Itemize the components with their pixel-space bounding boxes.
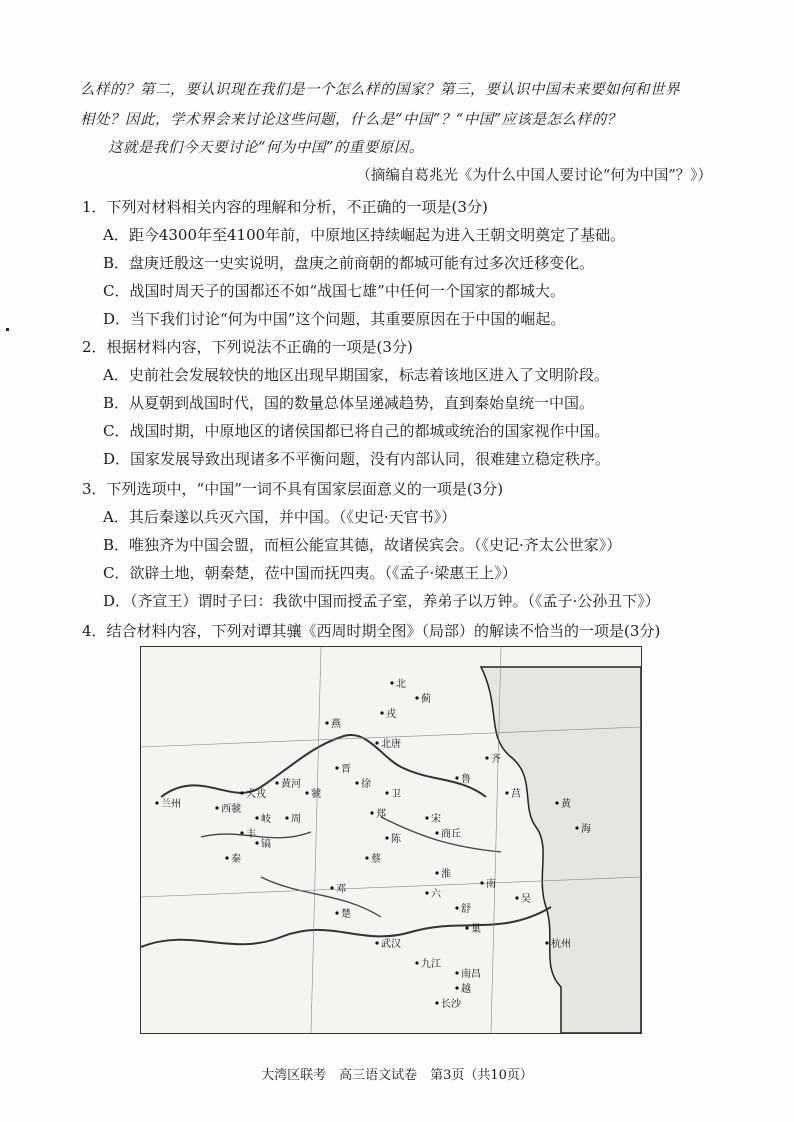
map-city-dot (415, 696, 418, 699)
map-city-dot (485, 756, 488, 759)
map-city-dot (305, 791, 308, 794)
map-label: 黄 (561, 799, 571, 810)
map-label: 虢 (311, 789, 321, 800)
map-city-dot (375, 941, 378, 944)
map-label: 莒 (511, 789, 521, 800)
western-zhou-map (140, 646, 642, 1034)
map-city-dot (335, 911, 338, 914)
map-label: 楚 (341, 909, 351, 920)
map-label: 北 (396, 679, 406, 690)
han-river-line (261, 877, 381, 917)
map-label: 卫 (391, 789, 401, 800)
map-city-dot (505, 791, 508, 794)
map-city-dot (435, 871, 438, 874)
question-4-stem: 4．结合材料内容，下列对谭其骧《西周时期全图》（局部）的解读不恰当的一项是(3分) (82, 622, 661, 640)
map-label: 淮 (441, 869, 451, 880)
map-city-dot (375, 741, 378, 744)
map-city-dot (330, 886, 333, 889)
map-label: 九江 (421, 959, 441, 970)
source-citation: （摘编自葛兆光《为什么中国人要讨论“何为中国”？》） (356, 168, 712, 184)
map-label: 南 (486, 879, 496, 890)
sea-area (481, 667, 641, 1033)
intro-line-3: 这就是我们今天要讨论“何为中国”的重要原因。 (108, 140, 424, 156)
map-city-dot (240, 831, 243, 834)
map-label: 海 (581, 824, 591, 835)
question-2-option-a: A．史前社会发展较快的地区出现早期国家，标志着该地区进入了文明阶段。 (103, 366, 609, 384)
map-city-dot (365, 856, 368, 859)
map-label: 鲁 (461, 774, 471, 785)
question-3-option-a: A．其后秦遂以兵灭六国，并中国。（《史记·天官书》） (103, 508, 457, 526)
map-label: 郑 (376, 809, 386, 820)
map-city-dot (275, 781, 278, 784)
map-city-dot (555, 801, 558, 804)
question-2-option-c: C．战国时期，中原地区的诸侯国都已将自己的都城或统治的国家视作中国。 (103, 422, 610, 440)
question-2-option-b: B．从夏朝到战国时代，国的数量总体呈递减趋势，直到秦始皇统一中国。 (103, 394, 595, 412)
map-city-dot (515, 896, 518, 899)
map-city-dot (370, 811, 373, 814)
map-label: 西虢 (221, 804, 241, 815)
map-city-dot (465, 926, 468, 929)
map-city-dot (215, 806, 218, 809)
map-city-dot (385, 791, 388, 794)
map-label: 蔡 (371, 854, 381, 865)
scan-mark (6, 328, 9, 331)
map-city-dot (425, 816, 428, 819)
page-footer: 大湾区联考 高三语文试卷 第3页（共10页） (261, 1068, 533, 1083)
map-label: 商丘 (441, 829, 461, 840)
question-3-stem: 3．下列选项中，“中国”一词不具有国家层面意义的一项是(3分) (82, 480, 504, 498)
question-1-option-b: B．盘庚迁殷这一史实说明，盘庚之前商朝的都城可能有过多次迁移变化。 (103, 254, 595, 272)
map-label: 徐 (361, 779, 371, 790)
map-label: 秦 (231, 854, 241, 865)
map-label: 岐 (261, 814, 271, 825)
question-2-stem: 2．根据材料内容，下列说法不正确的一项是(3分) (82, 338, 413, 356)
question-2-option-d: D．国家发展导致出现诸多不平衡问题，没有内部认同，很难建立稳定秩序。 (103, 450, 611, 468)
map-city-dot (385, 836, 388, 839)
map-city-dot (480, 881, 483, 884)
map-city-dot (435, 1001, 438, 1004)
map-label: 杭州 (551, 939, 571, 950)
map-city-dot (390, 681, 393, 684)
question-3-option-d: D．（齐宣王）谓时子曰：我欲中国而授孟子室，养弟子以万钟。（《孟子·公孙丑下》） (103, 592, 660, 610)
map-city-dot (435, 831, 438, 834)
map-city-dot (225, 856, 228, 859)
wei-river-line (201, 832, 311, 838)
map-city-dot (415, 961, 418, 964)
question-1-option-a: A．距今4300年至4100年前，中原地区持续崛起为进入王朝文明奠定了基础。 (103, 226, 626, 244)
map-city-dot (455, 986, 458, 989)
intro-line-2: 相处？因此，学术界会来讨论这些问题，什么是“中国”？“中国”应该是怎么样的？ (80, 112, 622, 128)
intro-line-1: 么样的？第二，要认识现在我们是一个怎么样的国家？第三，要认识中国未来要如何和世界 (80, 82, 680, 98)
grid-line (311, 647, 321, 1033)
map-label: 吴 (521, 894, 531, 905)
map-label: 黄河 (281, 779, 301, 790)
map-label: 宋 (431, 814, 441, 825)
map-city-dot (455, 906, 458, 909)
map-label: 舒 (461, 904, 471, 915)
map-city-dot (455, 776, 458, 779)
map-label: 南昌 (461, 969, 481, 980)
map-label: 长沙 (441, 999, 461, 1010)
map-label: 燕 (331, 719, 341, 730)
map-city-dot (155, 801, 158, 804)
question-3-option-b: B．唯独齐为中国会盟，而桓公能宣其德，故诸侯宾会。（《史记·齐太公世家》） (103, 536, 622, 554)
map-label: 镐 (261, 839, 271, 850)
map-label: 邓 (336, 884, 346, 895)
map-label: 晋 (341, 764, 351, 775)
question-3-option-c: C．欲辟土地，朝秦楚，莅中国而抚四夷。（《孟子·梁惠王上》） (103, 564, 517, 582)
map-city-dot (335, 766, 338, 769)
map-label: 兰州 (161, 799, 181, 810)
map-city-dot (325, 721, 328, 724)
map-label: 巢 (471, 924, 481, 935)
map-label: 犬戎 (246, 789, 266, 800)
map-label: 六 (431, 889, 441, 900)
map-label: 陈 (391, 834, 401, 845)
map-label: 武汉 (381, 939, 401, 950)
map-city-dot (255, 816, 258, 819)
map-city-dot (455, 971, 458, 974)
map-city-dot (355, 781, 358, 784)
map-label: 戎 (386, 709, 396, 720)
map-city-dot (240, 791, 243, 794)
question-1-stem: 1．下列对材料相关内容的理解和分析，不正确的一项是(3分) (82, 198, 488, 216)
map-label: 丰 (246, 829, 256, 840)
map-label: 齐 (491, 754, 501, 765)
map-label: 蓟 (421, 694, 431, 705)
map-city-dot (425, 891, 428, 894)
question-1-option-d: D．当下我们讨论“何为中国”这个问题，其重要原因在于中国的崛起。 (103, 310, 566, 328)
map-label: 周 (291, 814, 301, 825)
map-label: 北唐 (381, 739, 401, 750)
map-drawing (141, 647, 641, 1033)
map-city-dot (380, 711, 383, 714)
map-city-dot (285, 816, 288, 819)
map-city-dot (255, 841, 258, 844)
map-label: 越 (461, 984, 471, 995)
map-city-dot (575, 826, 578, 829)
question-1-option-c: C．战国时周天子的国都还不如“战国七雄”中任何一个国家的都城大。 (103, 282, 565, 300)
map-city-dot (545, 941, 548, 944)
